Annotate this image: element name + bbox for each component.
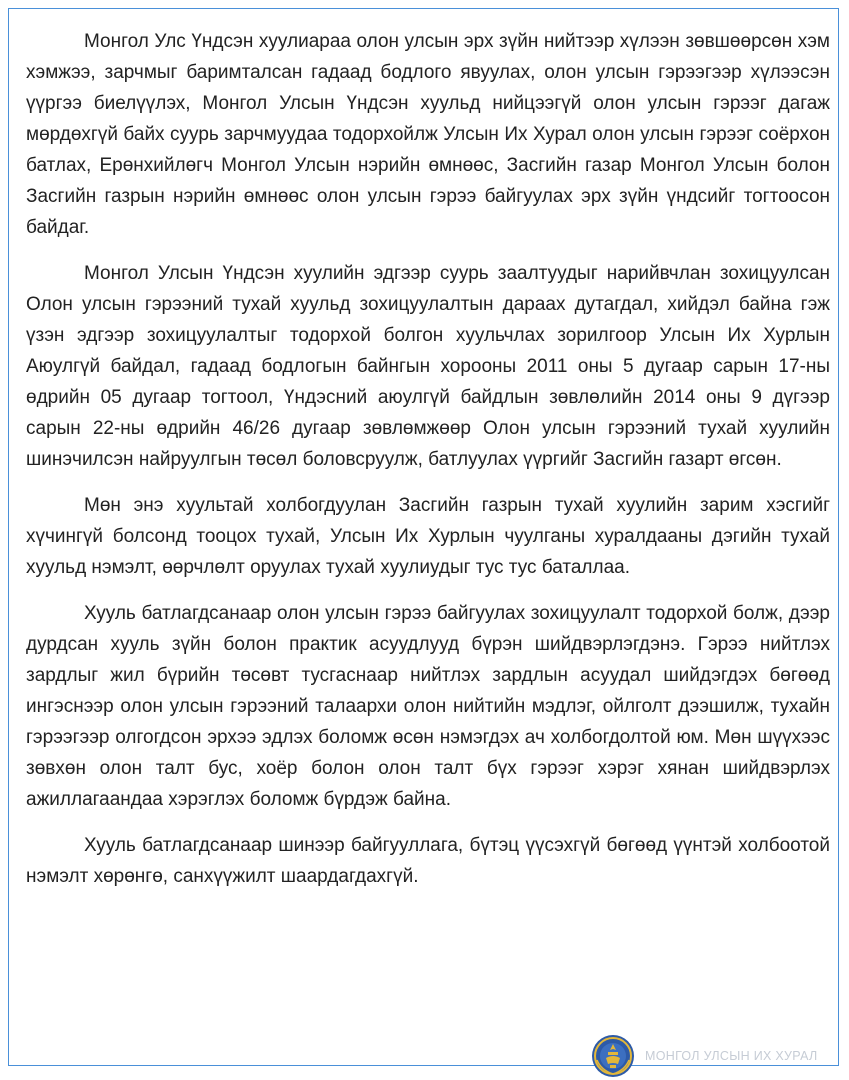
state-emblem-icon bbox=[591, 1034, 635, 1078]
paragraph-5: Хууль батлагдсанаар шинээр байгууллага, бүтэц үүсэхгүй бөгөөд үүнтэй холбоотой нэмэлт хөрөнгө, санхүүжилт шаардагдахгүй. bbox=[26, 835, 830, 887]
document-body bbox=[26, 26, 830, 907]
paragraph-2: Монгол Улсын Үндсэн хуулийн эдгээр суурь заалтуудыг нарийвчлан зохицуулсан Олон улсын гэрээний тухай хуульд зохицуулалтын дараах дутагдал, хийдэл байна гэж үзэн эдгээр зохицуулалтыг тодорхой болгон хуульчлах зорилгоор Улсын Их Хурлын Аюулгүй байдал, гадаад бодлогын байнгын хорооны 2011 оны 5 дугаар сарын 17-ны өдрийн 05 дугаар тогтоол, Үндэсний аюулгүй байдлын зөвлөлийн 2014 оны 9 дүгээр сарын 22-ны өдрийн 46/26 дугаар зөвлөмжөөр Олон улсын гэрээний тухай хуулийн шинэчилсэн найруулгын төсөл боловсруулж, батлуулах үүргийг Засгийн газарт өгсөн. bbox=[26, 263, 830, 470]
paragraph-4: Хууль батлагдсанаар олон улсын гэрээ байгуулах зохицуулалт тодорхой болж, дээр дурдсан хууль зүйн болон практик асуудлууд бүрэн шийдвэрлэгдэнэ. Гэрээ нийтлэх зардлыг жил бүрийн төсөвт тусгаснаар нийтлэх зардлын асуудал шийдэгдэх бөгөөд ингэснээр олон улсын гэрээний талаархи олон нийтийн мэдлэг, ойлголт дээшилж, тухайн гэрээгээр олгогдсон эрхээ эдлэх боломж өсөн нэмэгдэх ач холбогдолтой юм. Мөн шүүхээс зөвхөн олон талт бус, хоёр болон олон талт бүх гэрээг хэрэг хянан шийдвэрлэх ажиллагаандаа хэрэглэх боломж бүрдэж байна. bbox=[26, 603, 830, 810]
footer-text: МОНГОЛ УЛСЫН ИХ ХУРАЛ bbox=[645, 1049, 818, 1063]
footer-watermark bbox=[591, 1034, 818, 1078]
paragraph-3: Мөн энэ хуультай холбогдуулан Засгийн газрын тухай хуулийн зарим хэсгийг хүчингүй болсонд тооцох тухай, Улсын Их Хурлын чуулганы хуралдааны дэгийн тухай хуульд нэмэлт, өөрчлөлт оруулах тухай хуулиудыг тус тус баталлаа. bbox=[26, 495, 830, 578]
paragraph-1: Монгол Улс Үндсэн хуулиараа олон улсын эрх зүйн нийтээр хүлээн зөвшөөрсөн хэм хэмжээ, зарчмыг баримталсан гадаад бодлого явуулах, олон улсын гэрээгээр хүлээсэн үүргээ биелүүлэх, Монгол Улсын Үндсэн хуульд нийцээгүй олон улсын гэрээг дагаж мөрдөхгүй байх суурь зарчмуудаа тодорхойлж Улсын Их Хурал олон улсын гэрээг соёрхон батлах, Ерөнхийлөгч Монгол Улсын нэрийн өмнөөс, Засгийн газар Монгол Улсын болон Засгийн газрын нэрийн өмнөөс олон улсын гэрээ байгуулах эрх зүйн үндсийг тогтоосон байдаг. bbox=[26, 31, 830, 238]
